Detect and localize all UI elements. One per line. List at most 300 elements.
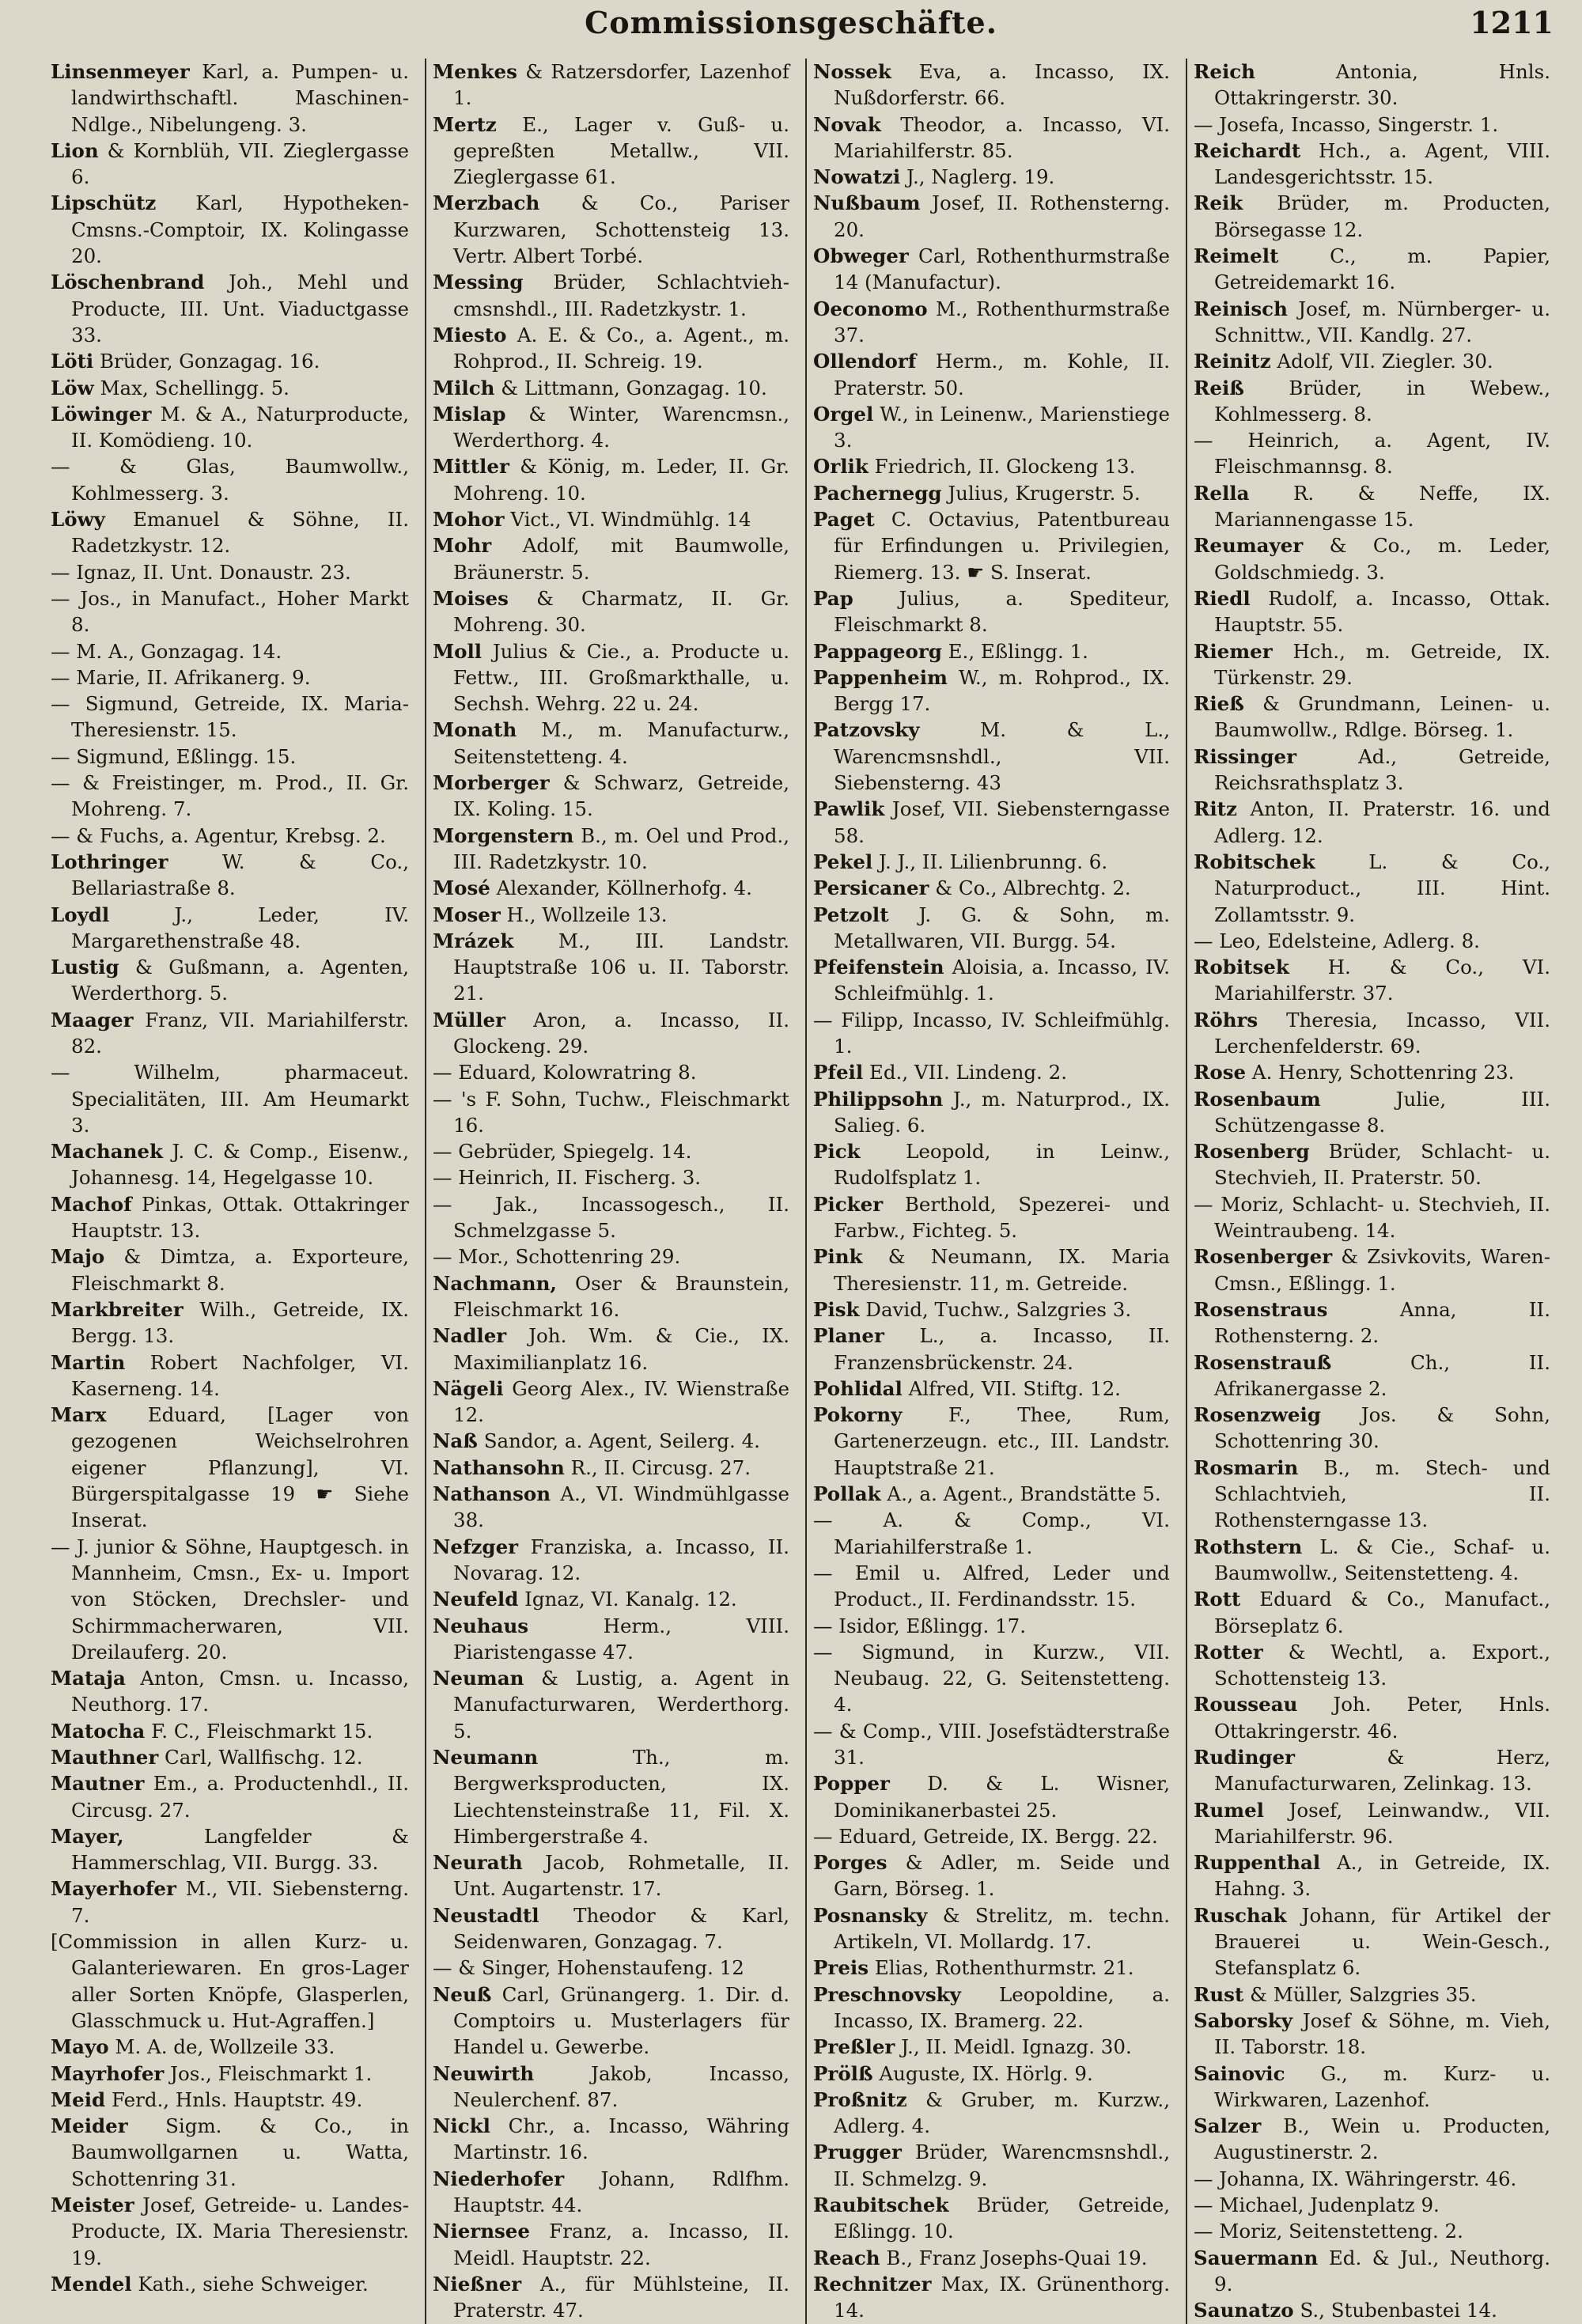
entry-name: Ritz (1194, 797, 1237, 821)
directory-entry (51, 902, 409, 955)
directory-entry (51, 1665, 409, 1718)
directory-entry (433, 1902, 789, 1955)
directory-entry (813, 2061, 1170, 2087)
directory-entry (813, 2087, 1170, 2140)
entry-name: Lion (51, 138, 99, 162)
directory-entry (813, 1823, 1170, 1849)
directory-entry (51, 638, 409, 664)
entry-name: Meid (51, 2087, 106, 2111)
directory-entry (813, 296, 1170, 349)
entry-name: Mohr (433, 534, 492, 558)
entry-name: Morgenstern (433, 823, 574, 847)
directory-entry (1194, 585, 1550, 638)
directory-entry (1194, 1744, 1550, 1797)
entry-text: & Charmatz, II. Gr. Mohreng. 30. (453, 586, 789, 637)
entry-name: Preßler (813, 2035, 895, 2059)
entry-name: Martin (51, 1350, 126, 1374)
entry-name: Rosenbaum (1194, 1087, 1321, 1111)
directory-entry (433, 453, 789, 506)
directory-entry (813, 1323, 1170, 1376)
entry-name: Morberger (433, 771, 550, 795)
entry-name: Messing (433, 271, 524, 294)
entry-name: Rissinger (1194, 744, 1297, 768)
entry-text: M., Rothenthurmstraße 37. (834, 297, 1170, 346)
directory-entry (813, 1481, 1170, 1507)
directory-entry (51, 1138, 409, 1191)
directory-entry (51, 1744, 409, 1770)
entry-name: Reichardt (1194, 138, 1301, 162)
entry-text: & Wechtl, a. Export., Schottensteig 13. (1214, 1640, 1550, 1690)
entry-name: Pappenheim (813, 665, 948, 689)
entry-text: — M. A., Gonzagag. 14. (51, 639, 282, 663)
entry-text: B., m. Stech- und Schlachtvieh, II. Rothensterngasse 13. (1214, 1455, 1550, 1532)
directory-entry (813, 2192, 1170, 2245)
directory-entry (1194, 1455, 1550, 1534)
entry-text: Theodor & Karl, Seidenwaren, Gonzagag. 7. (453, 1903, 789, 1954)
directory-entry (51, 1349, 409, 1402)
entry-name: Pawlik (813, 797, 885, 821)
entry-name: Loydl (51, 903, 110, 926)
entry-name: Pachernegg (813, 481, 942, 505)
entry-text: Aron, a. Incasso, II. Glockeng. 29. (453, 1008, 789, 1058)
entry-name: Reich (1194, 60, 1255, 83)
entry-text: Josef, Leinwandw., VII. Mariahilferstr. 96. (1214, 1798, 1550, 1848)
directory-entry (1194, 1797, 1550, 1850)
directory-entry (813, 849, 1170, 875)
directory-entry (433, 1744, 789, 1849)
directory-entry (1194, 59, 1550, 112)
entry-name: Pick (813, 1140, 861, 1164)
directory-entry (51, 664, 409, 691)
entry-text: & Littmann, Gonzagag. 10. (501, 376, 767, 399)
entry-text: Brüder, Getreide, Eßlingg. 10. (834, 2193, 1170, 2243)
directory-entry (1194, 1586, 1550, 1639)
entry-text: — Sigmund, Getreide, IX. Maria-Theresienstr. 15. (51, 692, 409, 742)
entry-name: Meider (51, 2114, 128, 2138)
entry-text: Josef & Söhne, m. Vieh, II. Taborstr. 18. (1214, 2008, 1550, 2059)
entry-name: Saborsky (1194, 2008, 1292, 2032)
entry-text: Eduard & Co., Manufact., Börseplatz 6. (1214, 1588, 1550, 1637)
entry-text: — 's F. Sohn, Tuchw., Fleischmarkt 16. (433, 1087, 789, 1137)
directory-entry (813, 875, 1170, 901)
directory-entry (433, 2166, 789, 2219)
entry-name: Matocha (51, 1719, 146, 1743)
directory-entry (51, 1402, 409, 1533)
entry-text: Adolf, VII. Ziegler. 30. (1277, 350, 1493, 373)
entry-text: — A. & Comp., VI. Mariahilferstraße 1. (813, 1508, 1170, 1558)
directory-entry (1194, 1243, 1550, 1296)
entry-name: Rust (1194, 1982, 1244, 2006)
entry-text: Sigm. & Co., in Baumwollgarnen u. Watta, Schottenring 31. (71, 2114, 409, 2190)
entry-text: Auguste, IX. Hörlg. 9. (879, 2061, 1093, 2085)
entry-name: Rousseau (1194, 1693, 1298, 1717)
directory-entry (813, 1639, 1170, 1718)
directory-entry (1194, 296, 1550, 349)
entry-text: & Grundmann, Leinen- u. Baumwollw., Rdlge. Börseg. 1. (1214, 692, 1550, 742)
directory-entry (51, 506, 409, 559)
entry-name: Prugger (813, 2140, 902, 2164)
entry-text: A. E. & Co., a. Agent., m. Rohprod., II. Schreig. 19. (453, 323, 789, 373)
directory-entry (813, 190, 1170, 243)
directory-entry (433, 638, 789, 717)
entry-name: Pisk (813, 1297, 860, 1321)
directory-entry (433, 1981, 789, 2061)
entry-text: A., für Mühlsteine, II. Praterstr. 47. (453, 2272, 789, 2322)
directory-columns (44, 59, 1557, 2322)
directory-entry (813, 1560, 1170, 1613)
directory-entry (813, 1718, 1170, 1771)
entry-text: Theodor, a. Incasso, VI. Mariahilferstr. 85. (834, 112, 1170, 162)
entry-text: & König, m. Leder, II. Gr. Mohreng. 10. (453, 455, 789, 505)
entry-text: & Müller, Salzgries 35. (1250, 1982, 1477, 2006)
entry-text: & Kornblüh, VII. Zieglergasse 6. (71, 138, 409, 189)
entry-text: Karl, Hypotheken-Cmsns.-Comptoir, IX. Kolingasse 20. (71, 191, 409, 268)
entry-text: Langfelder & Hammerschlag, VII. Burgg. 33. (71, 1824, 409, 1875)
entry-text: & Dimtza, a. Exporteure, Fleischmarkt 8. (71, 1245, 409, 1295)
entry-text: Julius, a. Spediteur, Fleischmarkt 8. (834, 586, 1170, 637)
entry-text: J. C. & Comp., Eisenw., Johannesg. 14, Hegelgasse 10. (71, 1140, 409, 1190)
entry-name: Popper (813, 1772, 890, 1796)
entry-text: & Adler, m. Seide und Garn, Börseg. 1. (834, 1851, 1170, 1901)
entry-name: Planer (813, 1324, 884, 1348)
entry-text: J., II. Meidl. Ignazg. 30. (901, 2035, 1132, 2059)
directory-entry (433, 375, 789, 401)
entry-text: Rudolf, a. Incasso, Ottak. Hauptstr. 55. (1214, 586, 1550, 637)
entry-text: Berthold, Spezerei- und Farbw., Fichteg. 5. (834, 1192, 1170, 1243)
entry-text: — Eduard, Getreide, IX. Bergg. 22. (813, 1824, 1158, 1848)
entry-text: Joh., Mehl und Producte, III. Unt. Viaductgasse 33. (71, 271, 409, 346)
directory-entry (51, 823, 409, 849)
entry-text: Hch., m. Getreide, IX. Türkenstr. 29. (1214, 639, 1550, 689)
entry-name: Orgel (813, 402, 874, 426)
entry-name: Mrázek (433, 929, 514, 952)
entry-name: Nowatzi (813, 165, 901, 189)
directory-entry (433, 401, 789, 454)
entry-text: J., Leder, IV. Margarethenstraße 48. (71, 903, 409, 952)
entry-text: Ch., II. Afrikanergasse 2. (1214, 1350, 1550, 1400)
directory-entry (813, 348, 1170, 401)
entry-text: Herm., VIII. Piaristengasse 47. (453, 1614, 789, 1664)
entry-name: Pap (813, 586, 853, 610)
entry-text: — Emil u. Alfred, Leder und Product., II. Ferdinandsstr. 15. (813, 1561, 1170, 1611)
entry-name: Müller (433, 1008, 506, 1031)
entry-text: Leopoldine, a. Incasso, IX. Bramerg. 22. (834, 1982, 1170, 2032)
directory-entry (51, 770, 409, 823)
entry-name: Lothringer (51, 850, 168, 873)
entry-text: F., Thee, Rum, Gartenerzeugn. etc., III. Landstr. Hauptstraße 21. (834, 1403, 1170, 1479)
directory-entry (813, 1059, 1170, 1085)
entry-text: Franz, a. Incasso, II. Meidl. Hauptstr. 22. (453, 2220, 789, 2269)
directory-entry (813, 1191, 1170, 1244)
entry-text: Sandor, a. Agent, Seilerg. 4. (483, 1429, 760, 1453)
entry-text: — Filipp, Incasso, IV. Schleifmühlg. 1. (813, 1008, 1170, 1058)
directory-entry (813, 453, 1170, 479)
entry-text: Hch., a. Agent, VIII. Landesgerichtsstr. 15. (1214, 138, 1550, 189)
directory-entry (433, 928, 789, 1007)
entry-text: R., II. Circusg. 27. (570, 1455, 751, 1479)
entry-text: Johann, Rdlfhm. Hauptstr. 44. (453, 2167, 789, 2217)
entry-name: Naß (433, 1429, 478, 1453)
entry-text: — Johanna, IX. Währingerstr. 46. (1194, 2167, 1517, 2190)
entry-name: Meister (51, 2193, 134, 2217)
directory-entry (51, 138, 409, 191)
entry-name: Pink (813, 1245, 863, 1269)
directory-column (805, 59, 1176, 2324)
directory-entry (813, 506, 1170, 585)
entry-name: Nathanson (433, 1482, 551, 1506)
directory-entry (51, 375, 409, 401)
entry-name: Pokorny (813, 1403, 903, 1427)
entry-name: Reimelt (1194, 244, 1279, 268)
entry-name: Picker (813, 1192, 884, 1216)
entry-name: Löschenbrand (51, 271, 205, 294)
entry-text: G., m. Kurz- u. Wirkwaren, Lazenhof. (1214, 2061, 1550, 2111)
entry-name: Reinisch (1194, 297, 1288, 320)
directory-entry (433, 2113, 789, 2166)
entry-text: — Leo, Edelsteine, Adlerg. 8. (1194, 929, 1480, 952)
entry-text: Emanuel & Söhne, II. Radetzkystr. 12. (71, 508, 410, 558)
entry-name: Robitsek (1194, 956, 1289, 979)
entry-name: Petzolt (813, 903, 889, 926)
directory-entry (813, 717, 1170, 796)
directory-entry (433, 1534, 789, 1587)
entry-text: Antonia, Hnls. Ottakringerstr. 30. (1214, 60, 1550, 110)
directory-entry (813, 164, 1170, 190)
entry-name: Reiß (1194, 376, 1244, 399)
entry-text: L., a. Incasso, II. Franzensbrückenstr. 24. (834, 1324, 1170, 1374)
entry-name: Löti (51, 350, 94, 373)
entry-text: — Isidor, Eßlingg. 17. (813, 1614, 1027, 1637)
directory-entry (433, 823, 789, 876)
directory-entry (51, 1534, 409, 1665)
entry-name: Rella (1194, 481, 1250, 505)
entry-text: Jos. & Sohn, Schottenring 30. (1214, 1403, 1550, 1453)
directory-entry (51, 1296, 409, 1349)
directory-entry (433, 770, 789, 823)
directory-entry (433, 902, 789, 928)
entry-text: C., m. Papier, Getreidemarkt 16. (1214, 244, 1550, 294)
entry-text: — Heinrich, a. Agent, IV. Fleischmannsg. 8. (1194, 429, 1550, 479)
entry-name: Saunatzo (1194, 2299, 1294, 2322)
entry-name: Rumel (1194, 1798, 1264, 1822)
entry-text: & Schwarz, Getreide, IX. Koling. 15. (453, 771, 789, 821)
entry-text: R. & Neffe, IX. Mariannengasse 15. (1214, 481, 1550, 532)
entry-name: Rechnitzer (813, 2272, 932, 2296)
entry-name: Mauthner (51, 1746, 159, 1769)
entry-text: B., Wein u. Producten, Augustinerstr. 2. (1214, 2114, 1550, 2164)
directory-entry (51, 691, 409, 744)
directory-entry (433, 59, 789, 112)
directory-entry (433, 1086, 789, 1139)
entry-text: Pinkas, Ottak. Ottakringer Hauptstr. 13. (71, 1192, 409, 1243)
entry-name: Rothstern (1194, 1535, 1303, 1558)
directory-entry (51, 269, 409, 348)
directory-entry (1194, 954, 1550, 1007)
entry-text: F. C., Fleischmarkt 15. (151, 1719, 373, 1743)
directory-entry (1194, 243, 1550, 296)
entry-name: Preschnovsky (813, 1982, 961, 2006)
entry-name: Mertz (433, 112, 497, 136)
entry-name: Neuhaus (433, 1614, 529, 1637)
entry-text: — Wilhelm, pharmaceut. Specialitäten, III. Am Heumarkt 3. (51, 1061, 409, 1137)
directory-entry (51, 849, 409, 902)
entry-name: Mendel (51, 2272, 132, 2296)
entry-text: — Moriz, Schlacht- u. Stechvieh, II. Weintraubeng. 14. (1194, 1192, 1550, 1243)
entry-name: Rosmarin (1194, 1455, 1299, 1479)
directory-entry (813, 796, 1170, 849)
entry-text: — Eduard, Kolowratring 8. (433, 1061, 697, 1084)
directory-entry (813, 1981, 1170, 2034)
directory-entry (51, 2192, 409, 2271)
directory-entry (813, 243, 1170, 296)
entry-text: Josef, VII. Siebensterngasse 58. (834, 797, 1170, 847)
entry-name: Paget (813, 508, 875, 532)
directory-entry (433, 1586, 789, 1612)
entry-name: Neufeld (433, 1588, 519, 1611)
directory-entry (51, 1823, 409, 1876)
entry-name: Posnansky (813, 1903, 928, 1927)
directory-entry (1194, 796, 1550, 849)
directory-entry (433, 875, 789, 901)
entry-text: Anton, II. Praterstr. 16. und Adlerg. 12. (1214, 797, 1550, 847)
entry-name: Neuman (433, 1667, 524, 1690)
entry-name: Rotter (1194, 1640, 1263, 1664)
directory-entry (51, 401, 409, 454)
entry-text: Aloisia, a. Incasso, IV. Schleifmühlg. 1. (834, 956, 1170, 1005)
directory-entry (433, 322, 789, 375)
directory-entry (433, 1243, 789, 1270)
entry-name: Persicaner (813, 876, 929, 900)
directory-entry (51, 1007, 409, 1060)
directory-entry (433, 2218, 789, 2271)
entry-name: Nußbaum (813, 191, 921, 215)
entry-text: — & Freistinger, m. Prod., II. Gr. Mohreng. 7. (51, 771, 409, 821)
entry-text: Josef, m. Nürnberger- u. Schnittw., VII. Kandlg. 27. (1214, 297, 1550, 346)
entry-name: Markbreiter (51, 1297, 184, 1321)
directory-entry (51, 1875, 409, 1928)
directory-entry (51, 1928, 409, 2034)
directory-entry (813, 2034, 1170, 2060)
directory-entry (1194, 1981, 1550, 2008)
entry-text: Em., a. Productenhdl., II. Circusg. 27. (71, 1772, 409, 1822)
entry-name: Milch (433, 376, 495, 399)
directory-entry (433, 112, 789, 191)
entry-name: Machanek (51, 1140, 163, 1164)
entry-text: — Ignaz, II. Unt. Donaustr. 23. (51, 560, 351, 584)
entry-name: Nägeli (433, 1376, 504, 1400)
directory-entry (813, 1507, 1170, 1560)
directory-entry (813, 401, 1170, 454)
entry-text: Julius & Cie., a. Producte u. Fettw., III. Großmarkthalle, u. Sechsh. Wehrg. 22 u. 24. (453, 639, 789, 716)
directory-entry (51, 1718, 409, 1744)
directory-column (1186, 59, 1557, 2324)
entry-text: J., m. Naturprod., IX. Salieg. 6. (834, 1087, 1170, 1137)
entry-text: & Herz, Manufacturwaren, Zelinkag. 13. (1214, 1746, 1550, 1796)
entry-text: A., VI. Windmühlgasse 38. (453, 1482, 789, 1532)
directory-entry (433, 1613, 789, 1666)
entry-text: & Co., m. Leder, Goldschmiedg. 3. (1214, 534, 1550, 584)
directory-entry (813, 1902, 1170, 1955)
entry-name: Lipschütz (51, 191, 157, 215)
directory-entry (433, 1428, 789, 1454)
entry-text: B., m. Oel und Prod., III. Radetzkystr. 10. (453, 823, 789, 873)
entry-text: Alexander, Köllnerhofg. 4. (496, 876, 752, 900)
directory-entry (433, 717, 789, 770)
directory-entry (1194, 1191, 1550, 1244)
entry-text: Carl, Rothenthurmstraße 14 (Manufactur). (834, 244, 1170, 294)
entry-name: Reinitz (1194, 350, 1271, 373)
entry-text: & Winter, Warencmsn., Werderthorg. 4. (453, 402, 790, 452)
entry-text: Carl, Wallfischg. 12. (165, 1746, 363, 1769)
entry-name: Robitschek (1194, 850, 1315, 873)
directory-entry (813, 585, 1170, 638)
entry-text: Carl, Grünangerg. 1. Dir. d. Comptoirs u. Musterlagers für Handel u. Gewerbe. (453, 1982, 789, 2059)
directory-entry (1194, 2245, 1550, 2298)
entry-text: W., in Leinenw., Marienstiege 3. (834, 402, 1170, 452)
running-title: Commissionsgeschäfte. (585, 5, 997, 40)
directory-entry (51, 2061, 409, 2087)
directory-entry (433, 1481, 789, 1534)
entry-name: Pappageorg (813, 639, 942, 663)
directory-entry (813, 664, 1170, 717)
entry-text: C. Octavius, Patentbureau für Erfindungen u. Privilegien, Riemerg. 13. ☛ S. Inserat. (834, 508, 1170, 584)
entry-name: Moll (433, 639, 483, 663)
entry-name: Rose (1194, 1061, 1247, 1084)
entry-name: Röhrs (1194, 1008, 1258, 1031)
entry-name: Pfeil (813, 1061, 864, 1084)
entry-name: Rosenberger (1194, 1245, 1333, 1269)
page-header (0, 0, 1582, 49)
entry-text: & Gußmann, a. Agenten, Werderthorg. 5. (71, 956, 409, 1005)
entry-text: Chr., a. Incasso, Währing Martinstr. 16. (453, 2114, 789, 2164)
directory-entry (1194, 2166, 1550, 2192)
directory-entry (813, 1086, 1170, 1139)
entry-text: Ed. & Jul., Neuthorg. 9. (1214, 2246, 1550, 2296)
directory-entry (51, 954, 409, 1007)
entry-text: W. & Co., Bellariastraße 8. (71, 850, 409, 900)
entry-name: Neuwirth (433, 2061, 535, 2085)
directory-entry (1194, 138, 1550, 191)
entry-name: Mayrhofer (51, 2061, 165, 2085)
entry-name: Patzovsky (813, 718, 920, 742)
entry-name: Ollendorf (813, 350, 917, 373)
directory-entry (1194, 532, 1550, 585)
entry-name: Niederhofer (433, 2167, 565, 2190)
entry-text: Jakob, Incasso, Neulerchenf. 87. (453, 2061, 789, 2111)
entry-text: — Mor., Schottenring 29. (433, 1245, 681, 1269)
directory-entry (813, 954, 1170, 1007)
entry-name: Prölß (813, 2061, 873, 2085)
entry-text: M. & A., Naturproducte, II. Komödieng. 10. (71, 402, 409, 452)
entry-text: H., Wollzeile 13. (506, 903, 668, 926)
entry-text: E., Lager v. Guß- u. gepreßten Metallw., VII. Zieglergasse 61. (453, 112, 789, 189)
entry-text: Karl, a. Pumpen- u. landwirthschaftl. Maschinen-Ndlge., Nibelungeng. 3. (71, 60, 409, 136)
directory-entry (433, 585, 789, 638)
directory-entry (433, 1376, 789, 1429)
directory-entry (433, 2271, 789, 2324)
directory-entry (433, 1164, 789, 1190)
entry-name: Raubitschek (813, 2193, 949, 2217)
directory-entry (813, 1296, 1170, 1323)
directory-entry (433, 506, 789, 532)
directory-entry (813, 2139, 1170, 2192)
directory-entry (1194, 2218, 1550, 2244)
entry-text: Th., m. Bergwerksproducten, IX. Liechtensteinstraße 11, Fil. X. Himbergerstraße 4. (453, 1746, 789, 1848)
entry-text: M., III. Landstr. Hauptstraße 106 u. II. Taborstr. 21. (453, 929, 790, 1005)
entry-name: Löwy (51, 508, 105, 532)
entry-name: Rosenstraus (1194, 1297, 1328, 1321)
entry-name: Rieß (1194, 692, 1244, 716)
